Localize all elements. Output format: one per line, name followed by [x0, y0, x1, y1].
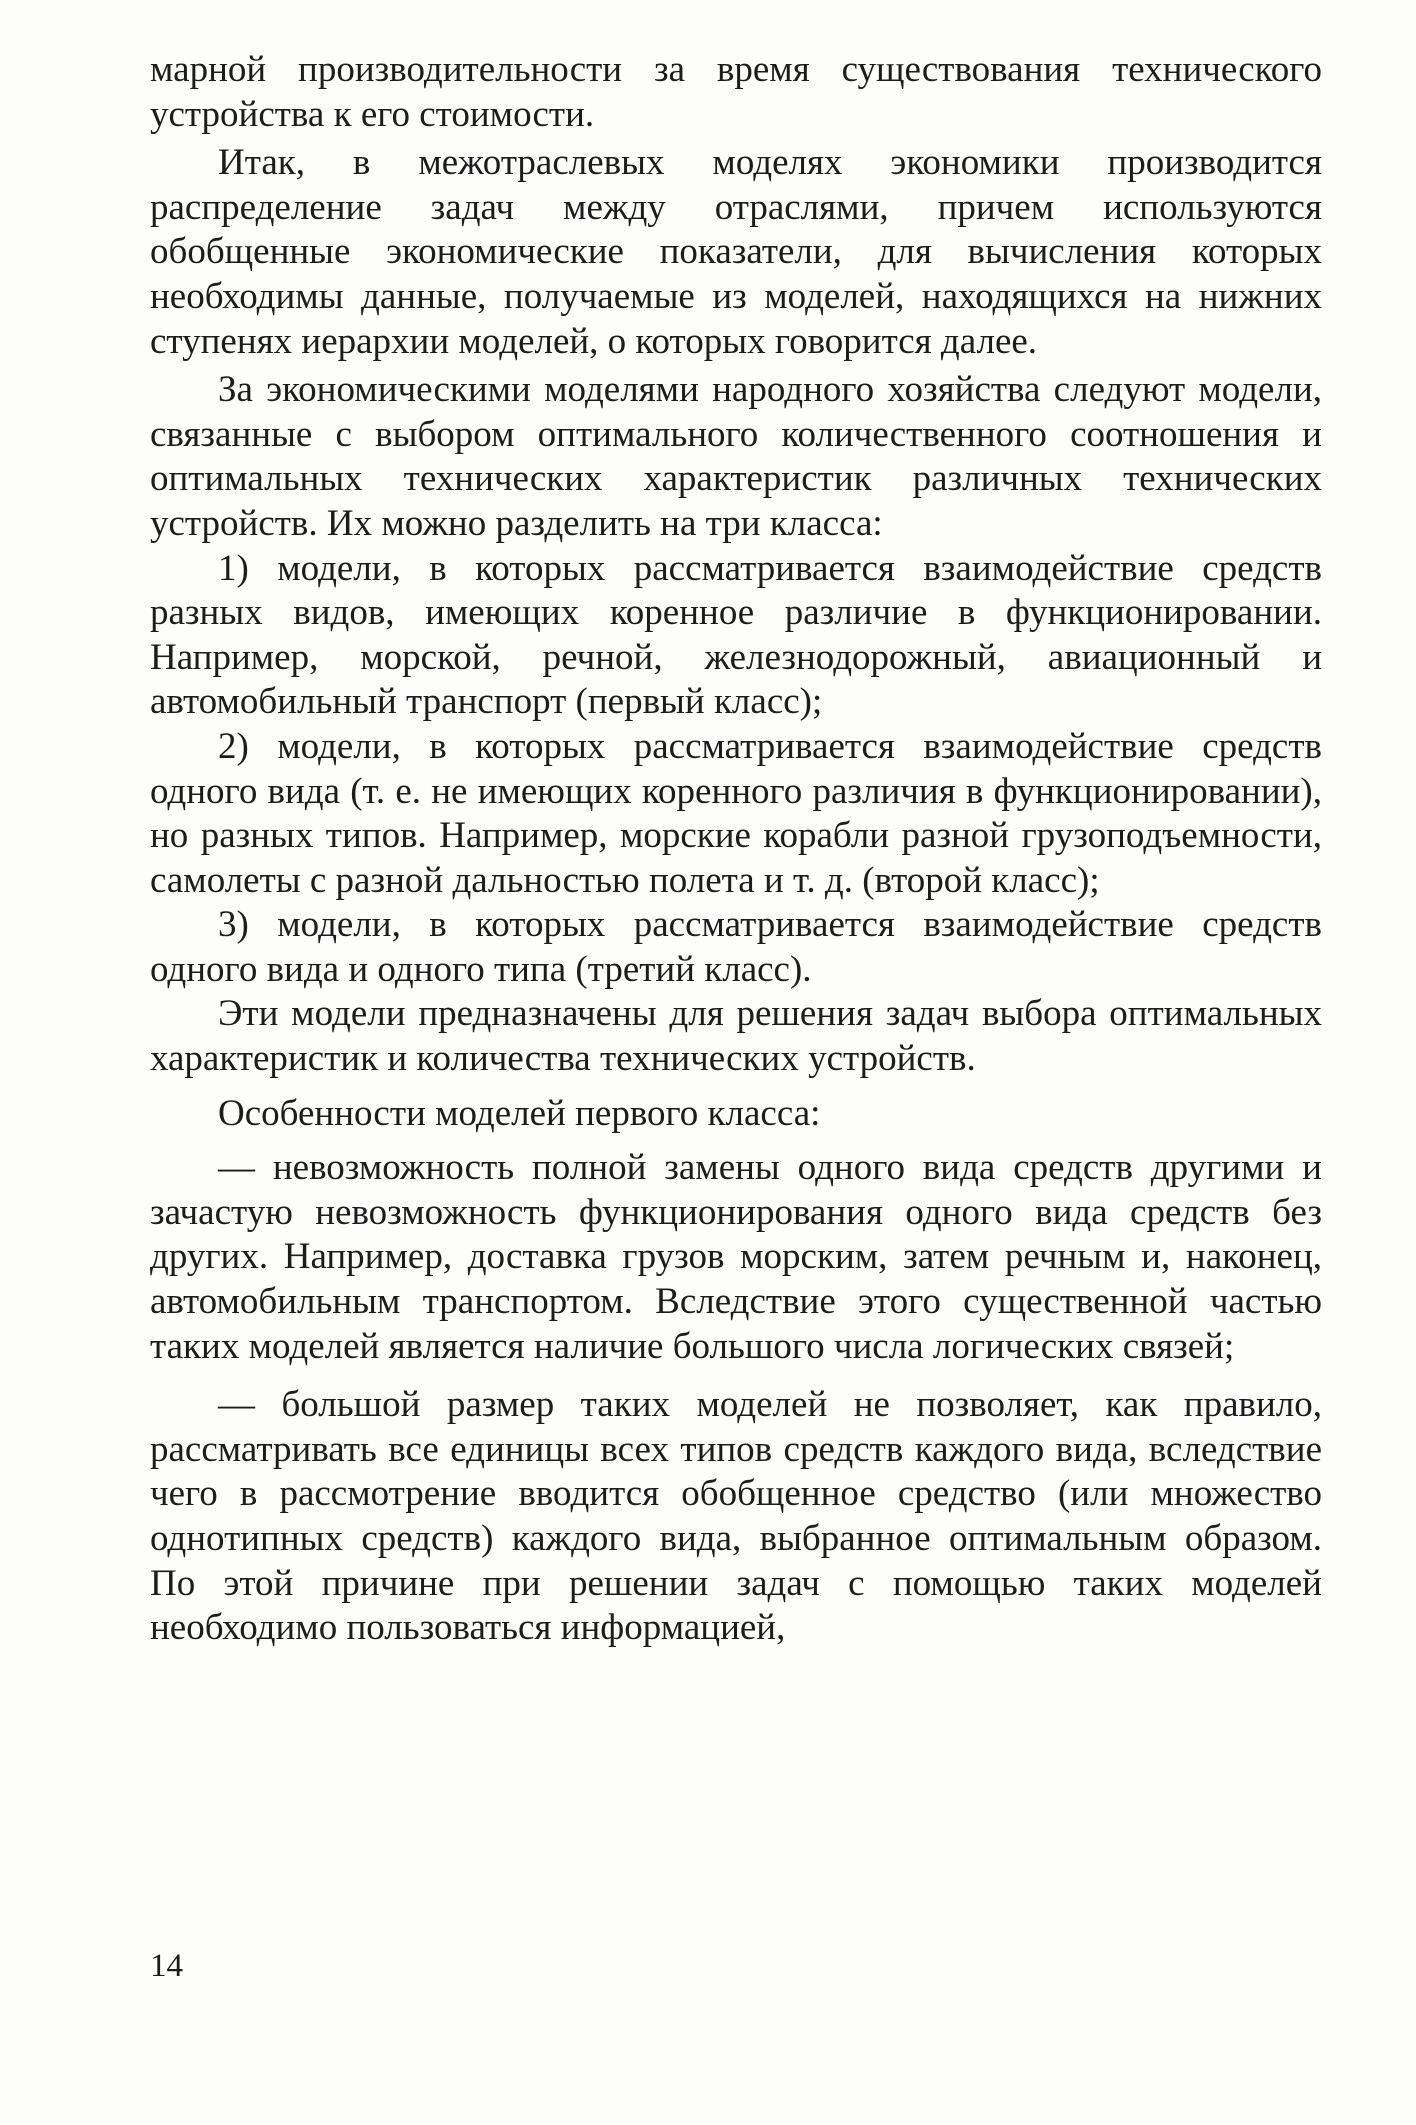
list-item-first-class: 1) модели, в которых рассматривается взаимодействие средств разных видов, имеющих коренное различие в функционировании. Например, морской, речной, железнодорожный, авиационный и автомобильный транспорт (первый класс); [150, 547, 1322, 723]
dash-item-model-size: — большой размер таких моделей не позволяет, как правило, рассматривать все единицы всех типов средств каждого вида, вследствие чего в рассмотрение вводится обобщенное средство (или множество однотипных средств) каждого вида, выбранное оптимальным образом. По этой причине при решении задач с помощью таких моделей необходимо пользоваться информацией, [150, 1384, 1322, 1649]
paragraph-economic-models: За экономическими моделями народного хозяйства следуют модели, связанные с выбором оптимального количественного соотношения и оптимальных технических характеристик различных технических устройств. Их можно разделить на три класса: [150, 369, 1322, 544]
paragraph-first-class-features: Особенности моделей первого класса: [218, 1092, 821, 1134]
page-number: 14 [150, 1948, 183, 1984]
paragraph-purpose: Эти модели предназначены для решения задач выбора оптимальных характеристик и количества технических устройств. [150, 993, 1322, 1080]
list-item-third-class: 3) модели, в которых рассматривается взаимодействие средств одного вида и одного типа (третий класс). [150, 904, 1322, 990]
list-item-second-class: 2) модели, в которых рассматривается взаимодействие средств одного вида (т. е. не имеющих коренного различия в функционировании), но разных типов. Например, морские корабли разной грузоподъемности, самолеты с разной дальностью полета и т. д. (второй класс); [150, 725, 1322, 901]
body-text [150, 48, 1322, 1651]
paragraph-continuation: марной производительности за время существования технического устройства к его стоимости. [150, 49, 1322, 135]
paragraph-intersectoral-models: Итак, в межотраслевых моделях экономики производится распределение задач между отраслями, причем используются обобщенные экономические показатели, для вычисления которых необходимы данные, получаемые из моделей, находящихся на нижних ступенях иерархии моделей, о которых говорится далее. [150, 142, 1322, 362]
dash-item-impossibility: — невозможность полной замены одного вида средств другими и зачастую невозможность функционирования одного вида средств без других. Например, доставка грузов морским, затем речным и, наконец, автомобильным транспортом. Вследствие этого существенной частью таких моделей является наличие большого числа логических связей; [150, 1147, 1322, 1367]
